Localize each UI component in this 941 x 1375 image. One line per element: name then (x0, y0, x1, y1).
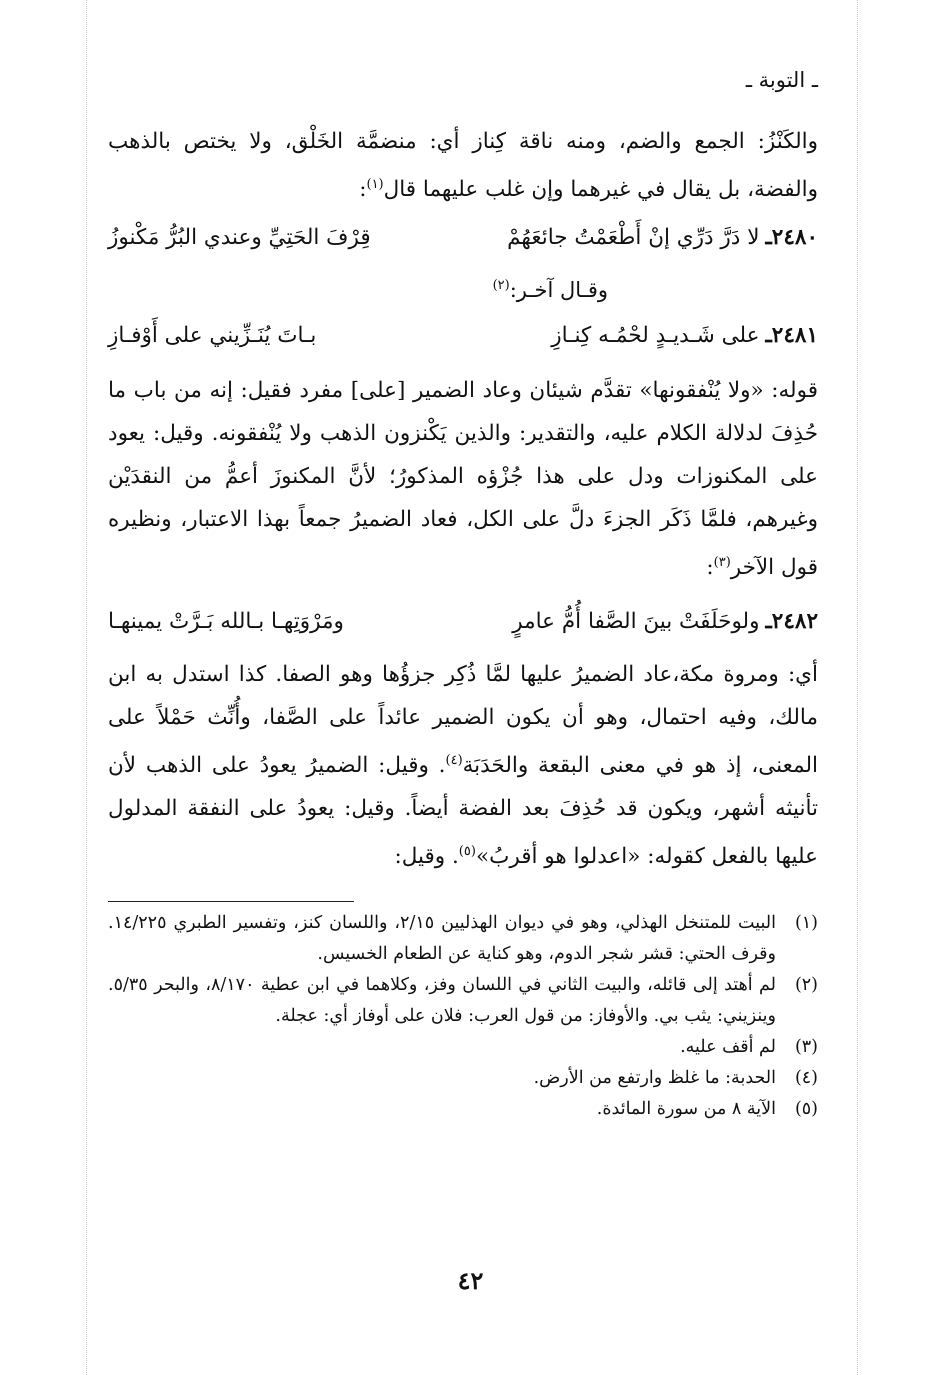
paragraph-kanz (108, 120, 818, 211)
paragraph-marwa-text-c: . وقيل: (394, 844, 459, 870)
footnote-text: الآية ٨ من سورة المائدة. (596, 1098, 776, 1119)
verse-number: ٢٤٨٢ـ (765, 609, 818, 635)
verse-2480 (108, 215, 818, 261)
paragraph-marwa-text-a: أي: ومروة مكة،عاد الضميرُ عليها لمَّا ذُكِر جزؤُها وهو الصفا. كذا استدل به ابن مالك، وفيه احتمال، وهو أن يكون الضمير عائداً على الصَّفا، وأُنِّث حَمْلاً على المعنى، إذ هو في معنى البقعة والحَدَبَة (108, 662, 818, 779)
verse-hemistich-second: ومَرْوَتِهـا بـالله بَـرَّتْ يمينهـا (107, 609, 344, 635)
paragraph-marwa-text-b: . وقيل: الضميرُ يعودُ على الذهب لأن تأنيثه أشهر، ويكون قد حُذِفَ بعد الفضة أيضاً. وقيل: يعودُ على النفقة المدلول عليها بالفعل كقوله: «اعدلوا هو أقربُ» (108, 753, 818, 870)
verse-number: ٢٤٨٠ـ (765, 225, 818, 251)
page-body (108, 60, 818, 1125)
verse-hemistich-second: قِرْفَ الحَتِيِّ وعندي البُرُّ مَكْنوزُ (107, 225, 371, 251)
verse-hemistich-first: ولوحَلَفَتْ بينَ الصَّفا أُمُّ عامرٍ (512, 609, 760, 635)
paragraph-kanz-text: والكَنْزُ: الجمع والضم، ومنه ناقة كِناز أي: منضمَّة الخَلْق، ولا يختص بالذهب والفضة، بل يقال في غيرهما وإن غلب عليهما قال (108, 129, 818, 203)
verse-number: ٢٤٨١ـ (765, 323, 818, 349)
footnote-ref-2: (٢) (492, 278, 510, 294)
footnote-number: (٤) (794, 1067, 818, 1088)
running-header: ـ التوبة ـ (745, 68, 818, 92)
footnote-3 (108, 1032, 818, 1063)
footnote-text: البيت للمتنخل الهذلي، وهو في ديوان الهذليين ٢/١٥، واللسان كنز، وتفسير الطبري ١٤/٢٢٥. وقرف الحتي: قشر شجر الدوم، وهو كناية عن الطعام الخسيس. (108, 912, 776, 964)
verse-2482 (108, 599, 818, 645)
footnote-number: (٢) (794, 974, 818, 995)
footnote-1 (108, 908, 818, 970)
footnote-ref-3: (٣) (713, 555, 731, 571)
footnote-4 (108, 1063, 818, 1094)
paragraph-kanz-end: : (359, 177, 367, 203)
footnote-5 (108, 1094, 818, 1125)
footnote-ref-4: (٤) (445, 753, 463, 769)
footnote-number: (١) (794, 912, 818, 933)
footnote-separator (108, 901, 354, 902)
footnote-2 (108, 970, 818, 1032)
footnote-ref-5: (٥) (458, 844, 476, 860)
paragraph-yunfiqunaha-end: : (706, 555, 714, 581)
verse-hemistich-first: على شَـديـدٍ لحْمُـه كِنـازِ (551, 323, 760, 349)
verse-2481 (108, 313, 818, 359)
footnote-number: (٥) (794, 1098, 818, 1119)
verse-intro-text: وقـال آخـر: (509, 278, 608, 303)
footnote-text: لم أهتد إلى قائله، والبيت الثاني في اللسان وفز، وكلاهما في ابن عطية ٨/١٧٠، والبحر ٥/٣٥. وينزيني: يثب بي. والأوفاز: من قول العرب: فلان على أوفاز أي: عجلة. (108, 974, 777, 1026)
paragraph-yunfiqunaha (108, 369, 818, 589)
margin-guide-right (857, 0, 858, 1375)
margin-guide-left (86, 0, 87, 1375)
footnote-number: (٣) (794, 1036, 818, 1057)
verse-hemistich-second: بـاتَ يُنَـزِّيني على أَوْفـازِ (107, 323, 317, 349)
paragraph-yunfiqunaha-text: قوله: «ولا يُنْفقونها» تقدَّم شيئان وعاد الضمير [على] مفرد فقيل: إنه من باب ما حُذِفَ لدلالة الكلام عليه، والتقدير: والذين يَكْنزون الذهب ولا يُنْفقونه. وقيل: يعود على المكنوزات ودل على هذا جُزْؤه المذكورُ؛ لأنَّ المكنوزَ أعمُّ من النقدَيْن وغيرهم، فلمَّا ذَكَر الجزءَ دلَّ على الكل، فعاد الضميرُ جمعاً بهذا الاعتبار، ونظيره قول الآخر (108, 378, 818, 581)
verse-hemistich-first: لا دَرَّ دَرِّي إنْ أَطْعَمْتُ جائعَهُمْ (507, 225, 760, 251)
footnote-ref-1: (١) (366, 177, 384, 192)
footnote-text: لم أقف عليه. (680, 1036, 776, 1057)
page-number: ٤٢ (457, 1266, 484, 1295)
paragraph-marwa (108, 653, 818, 878)
verse-intro (108, 267, 818, 309)
footnote-text: الحدبة: ما غلظ وارتفع من الأرض. (533, 1067, 776, 1088)
